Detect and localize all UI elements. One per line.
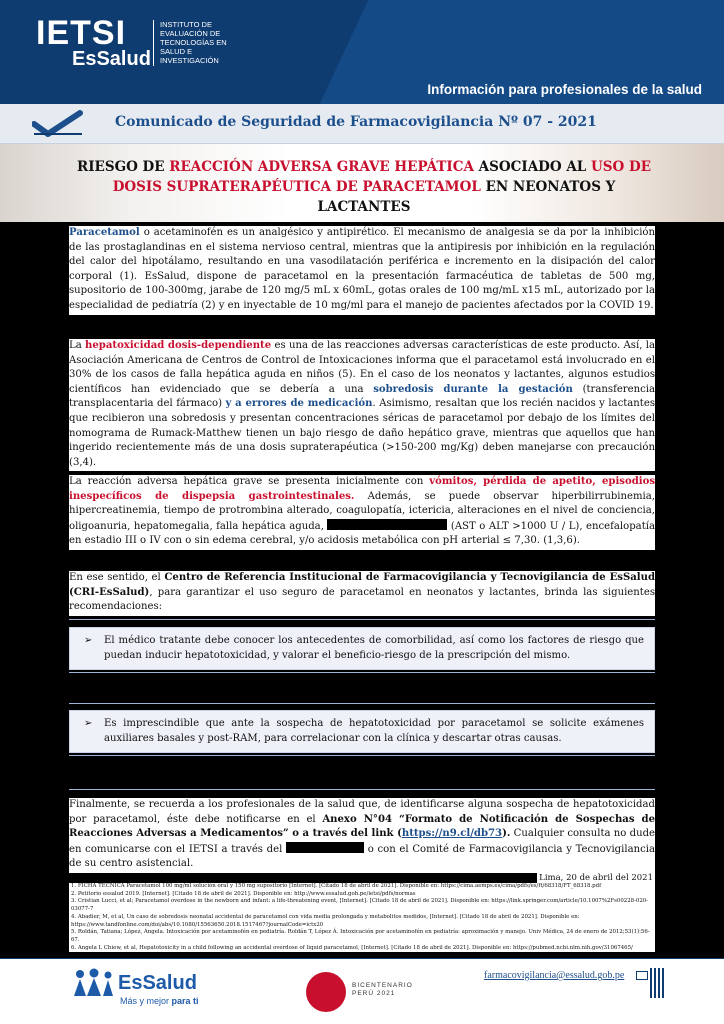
headline [64, 157, 664, 217]
redacted-block [286, 842, 364, 853]
text-run: Además, se puede observar hiperbilirrubinemia, hipercreatinemia, tiempo de protrombina alterado, coagulopatía, ictericia, alteraciones en el nivel de conciencia, oligoanuria, hepatomegalia, falla hepática aguda, [69, 490, 656, 532]
reference-item: 2. Petitorio essalud 2019. [Internet]. [Citado 18 de abril de 2021]. Disponible en: http://www.essalud.gob.pe/ietsi/pdfs/normas [71, 890, 416, 897]
bicentenario-label: BICENTENARIO [352, 982, 413, 989]
hepatotoxicity-term: hepatoxicidad dosis-dependiente [85, 340, 272, 351]
essalud-family-logo-icon [70, 968, 118, 998]
recommendation-text: Es imprescindible que ante la sospecha de hepatotoxicidad por paracetamol se solicite exámenes auxiliares basales y post-RAM, para correlacionar con la clínica y descartar otras causas. [104, 718, 644, 744]
text-run: ). [502, 828, 511, 840]
institution-name: INSTITUTO DE EVALUACIÓN DE TECNOLOGÍAS EN SALUD E INVESTIGACIÓN [160, 20, 227, 65]
annex-reference: Anexo N°04 “Formato de Notificación de Sospechas de Reacciones Adversas a Medicamentos” o a través del link ( [69, 813, 655, 840]
bicentenario-emblem-icon [306, 972, 346, 1012]
ietsi-logo: IETSI [36, 14, 127, 52]
header-tagline: Información para profesionales de la salud [427, 82, 702, 97]
text-run: (AST o ALT >1000 U / L), encefalopatía en estadio III o IV con o sin edema cerebral, y/o acidosis metabólica con pH arterial ≤ 7,30. (1,3,6). [69, 520, 655, 547]
paragraph-closing [69, 798, 655, 873]
headline-red-part: USO DE DOSIS SUPRATERAPÉUTICA DE PARACETAMOL [112, 159, 651, 195]
overdose-term: sobredosis durante la gestación [373, 383, 573, 395]
slogan-part: Más y mejor [120, 996, 172, 1006]
symptoms-term: vómitos, pérdida de apetito, episodios inespecíficos de dispepsia gastrointestinales. [69, 476, 656, 502]
envelope-icon [636, 971, 648, 980]
divider [69, 619, 655, 620]
text-run: , para garantizar el uso seguro de paracetamol en neonatos y lactantes, brinda las siguientes recomendaciones: [69, 586, 655, 613]
qr-code-icon [650, 968, 664, 998]
divider [69, 755, 655, 756]
paragraph-cri [69, 571, 655, 616]
arrow-bullet-icon: ➢ [84, 635, 93, 646]
text-run: o con el Comité de Farmacovigilancia y Tecnovigilancia de su centro asistencial. [69, 843, 656, 870]
footer-slogan [120, 996, 199, 1006]
bicentenario-sub: PERÚ 2021 [352, 990, 396, 997]
issue-date: Lima, 20 de abril del 2021 [539, 873, 653, 883]
cri-essalud-term: Centro de Referencia Institucional de Farmacovigilancia y Tecnovigilancia de EsSalud (CRI-EsSalud) [69, 572, 656, 598]
checkmark-icon [32, 110, 84, 138]
recommendation-box [69, 710, 655, 753]
divider [69, 703, 655, 704]
recommendation-text: El médico tratante debe conocer los antecedentes de comorbilidad, así como los factores de riesgo que puedan inducir hepatotoxicidad, y valorar el beneficio-riesgo de la prescripción del mismo. [104, 635, 644, 661]
bulletin-title: Comunicado de Seguridad de Farmacovigilancia Nº 07 - 2021 [115, 114, 597, 130]
headline-part: ASOCIADO AL [473, 159, 592, 175]
medication-error-term: y a errores de medicación [225, 398, 373, 410]
text-run: En ese sentido, el [69, 572, 165, 583]
notification-link[interactable]: https://n9.cl/db73 [401, 828, 503, 840]
reference-item: 1. FICHA TÉCNICA Paracetamol 100 mg/ml solución oral y 150 mg supositorio [Internet]. [Citado 18 de abril de 2021]. Disponible en: https://cima.aemps.es/cima/pdfs/es/ft/68318/FT_68318.pdf [71, 883, 602, 889]
divider [69, 789, 655, 790]
text-run: (transferencia transplacentaria del fármaco) [69, 383, 655, 410]
paragraph-hepatotoxicity [69, 339, 655, 471]
headline-part: EN NEONATOS Y LACTANTES [317, 179, 616, 215]
headline-red-part: REACCIÓN ADVERSA GRAVE HEPÁTICA [169, 159, 474, 175]
divider [69, 672, 655, 673]
arrow-bullet-icon: ➢ [84, 718, 93, 729]
text-run: Cualquier consulta no dude en comunicarse con el IETSI a través del [69, 828, 656, 855]
slogan-bold-part: para ti [171, 996, 199, 1006]
intro-text: o acetaminofén es un analgésico y antipirético. El mecanismo de analgesia se da por la inhibición de las prostaglandinas en el sistema nervioso central, mientras que la antipiresis por inhibición en la regulación del calor del hipotálamo, resultando en una vasodilatación periférica e incremento en la disipación del calor corporal (1). EsSalud, dispone de paracetamol en la presentación farmacéutica de tabletas de 500 mg, supositorio de 100-300mg, jarabe de 120 mg/5 mL x 60mL, gotas orales de 100 mg/mL x15 mL, autorizado por la especialidad de pediatría (2) y en inyectable de 10 mg/ml para el manejo de pacientes afectados por la COVID 19. [69, 227, 655, 311]
bicentenario-text [352, 982, 413, 998]
text-run: Finalmente, se recuerda a los profesionales de la salud que, de identificarse alguna sospecha de hepatotoxicidad por paracetamol, éste debe notificarse en el [69, 799, 655, 825]
reference-item: 4. Abadier, M, et al, Un caso de sobredosis neonatal accidental de paracetamol con vida media prolongada y metabolitos medidos, [Internet]. [Citado 18 de abril de 2021]. Disponible en: https://www.tandfonline.com/doi/abs/10.1080/15563650.2018.1517467?journalCode=ictx20 [71, 913, 580, 928]
text-run: La reacción adversa hepática grave se presenta inicialmente con [69, 476, 430, 487]
reference-item: 5. Roldán, Tatiana; López, Ángela. Intoxicación por acetaminofén en pediatría. Roldán T, López Á. Intoxicación por acetaminofén en pediatría: aproximación y manejo. Univ Médica, 24 de enero de 2012;53(1):56-67. [71, 929, 650, 943]
paracetamol-term: Paracetamol [69, 227, 140, 238]
text-run: . Asimismo, resaltan que los recién nacidos y lactantes que recibieron una sobredosis y presentan concentraciones séricas de paracetamol por debajo de los límites del nomograma de Rumack-Matthew tienen un bajo riesgo de daño hepático grave, mientras que aquellos que han ingerido recientemente más de una dosis supraterapéutica (>150-200 mg/Kg) deben manejarse con precaución (3,4). [69, 398, 656, 468]
logo-divider [153, 20, 154, 66]
contact-email-link[interactable]: farmacovigilancia@essalud.gob.pe [484, 970, 625, 981]
reference-item: 6. Angela L Chiew, et al, Hepatotoxicity in a child following an accidental overdose of liquid paracetamol, [Internet]. [Citado 18 de abril de 2021]. Disponible en: https://pubmed.ncbi.nlm.nih.gov/31067465/ [71, 944, 633, 951]
redacted-block [327, 519, 447, 530]
paragraph-symptoms [69, 475, 655, 550]
text-run: es una de las reacciones adversas características de este producto. Así, la Asociación Americana de Centros de Control de Intoxicaciones informa que el paracetamol está involucrado en el 30% de los casos de falla hepática aguda en niños (5). En el caso de los neonatos y lactantes, algunos estudios científicos han evidenciado que se debería a una [69, 340, 655, 395]
references-list [69, 883, 655, 952]
paragraph-intro [69, 226, 655, 315]
headline-part: RIESGO DE [77, 159, 170, 175]
text-run: La [69, 340, 86, 351]
recommendation-box [69, 627, 655, 670]
reference-item: 3. Cristian Lucci, et al; Paracetamol overdose in the newborn and infant: a life-threatening event, [Internet]. [Citado 18 de abril de 2021]. Disponible en: https://link.springer.com/article/10.1007%2Fs00228-020-03077-7 [71, 898, 648, 913]
essalud-logo-text: EsSalud [72, 48, 151, 70]
footer-essalud-logo: EsSalud [118, 972, 197, 994]
